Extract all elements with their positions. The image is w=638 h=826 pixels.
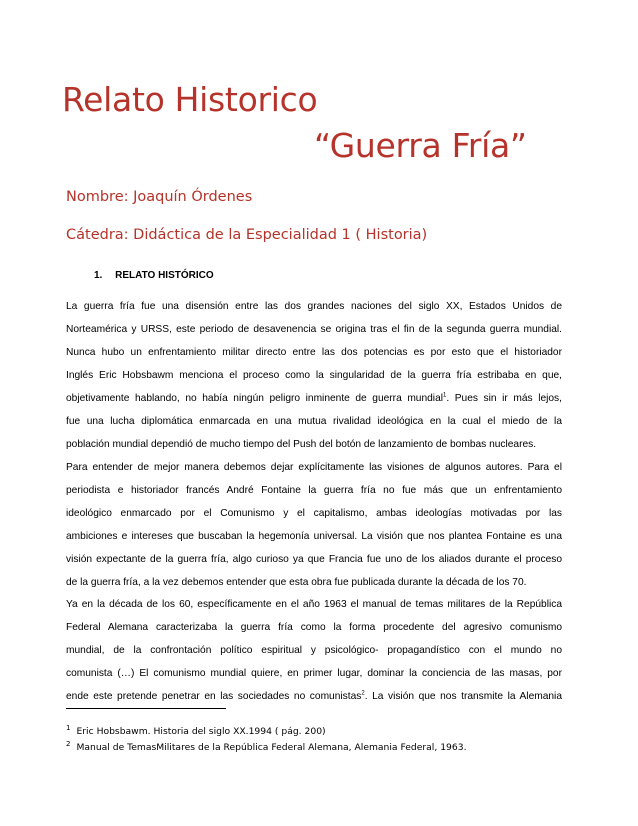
footnote-text: Manual de TemasMilitares de la República Federal Alemana, Alemania Federal, 1963. bbox=[76, 742, 467, 754]
course-name: Cátedra: Didáctica de la Especialidad 1 ( Historia) bbox=[66, 227, 428, 243]
section-title: RELATO HISTÓRICO bbox=[115, 270, 214, 281]
paragraph-line: Norteamérica y URSS, este periodo de desavenencia se origina tras el fin de la segunda guerra mundial. bbox=[66, 324, 562, 335]
paragraph-1 bbox=[66, 295, 562, 456]
line-text: . La visión que nos transmite la Alemania bbox=[364, 691, 562, 702]
footnote-1 bbox=[66, 724, 326, 737]
paragraph-line: Federal Alemana caracterizaba la guerra fría como la forma procedente del agresivo comunismo bbox=[66, 622, 562, 633]
paragraph-2 bbox=[66, 456, 562, 594]
paragraph-line: ideológico enmarcado por el Comunismo y el capitalismo, ambas ideologías motivadas por las bbox=[66, 508, 562, 519]
paragraph-3 bbox=[66, 593, 562, 708]
paragraph-line: de la guerra fría, a la vez debemos entender que esta obra fue publicada durante la década de los 70. bbox=[66, 577, 527, 588]
paragraph-line: Nunca hubo un enfrentamiento militar directo entre las dos potencias es por esto que el historiador bbox=[66, 347, 562, 358]
paragraph-line: Para entender de mejor manera debemos dejar explícitamente las visiones de algunos autores. Para el bbox=[66, 462, 562, 473]
title-line-1: Relato Historico bbox=[62, 80, 318, 119]
paragraph-line bbox=[66, 387, 562, 410]
paragraph-line: periodista e historiador francés André Fontaine la guerra fría no fue más que un enfrentamiento bbox=[66, 485, 562, 496]
footnote-ref-2[interactable]: 2 bbox=[361, 690, 365, 697]
paragraph-line bbox=[66, 685, 562, 708]
section-heading bbox=[94, 270, 214, 281]
author-name: Nombre: Joaquín Órdenes bbox=[66, 189, 253, 205]
paragraph-line: población mundial dependió de mucho tiempo del Push del botón de lanzamiento de bombas nucleares. bbox=[66, 439, 537, 450]
paragraph-line: visión expectante de la guerra fría, algo curioso ya que Francia fue uno de los aliados durante el proceso bbox=[66, 554, 562, 565]
paragraph-line: fue una lucha diplomática enmarcada en una mutua rivalidad ideológica en la cual el miedo de la bbox=[66, 416, 562, 427]
paragraph-line: La guerra fría fue una disensión entre las dos grandes naciones del siglo XX, Estados Unidos de bbox=[66, 301, 562, 312]
paragraph-line: Ya en la década de los 60, específicamente en el año 1963 el manual de temas militares de la República bbox=[66, 599, 562, 610]
paragraph-line: mundial, de la confrontación político espiritual y psicológico- propagandístico con el mundo no bbox=[66, 645, 562, 656]
paragraph-line: Inglés Eric Hobsbawm menciona el proceso como la singularidad de la guerra fría estribaba en que, bbox=[66, 370, 562, 381]
footnote-divider bbox=[66, 708, 226, 709]
line-text: . Pues sin ir más lejos, bbox=[446, 393, 562, 404]
line-text: ende este pretende penetrar en las sociedades no comunistas bbox=[66, 691, 362, 702]
title-line-2: “Guerra Fría” bbox=[314, 126, 527, 165]
footnote-text: Eric Hobsbawm. Historia del siglo XX.1994 ( pág. 200) bbox=[76, 726, 326, 738]
footnote-number: 2 bbox=[66, 740, 71, 748]
footnote-2 bbox=[66, 740, 467, 753]
paragraph-line: ambiciones e intereses que buscaban la hegemonía universal. La visión que nos plantea Fontaine es una bbox=[66, 531, 562, 542]
footnote-ref-1[interactable]: 1 bbox=[443, 392, 447, 399]
line-text: objetivamente hablando, no había ningún peligro inminente de guerra mundial bbox=[66, 393, 443, 404]
footnote-number: 1 bbox=[66, 724, 71, 732]
paragraph-line: comunista (…) El comunismo mundial quiere, en primer lugar, dominar la conciencia de las masas, por bbox=[66, 668, 562, 679]
section-number: 1. bbox=[94, 270, 103, 281]
